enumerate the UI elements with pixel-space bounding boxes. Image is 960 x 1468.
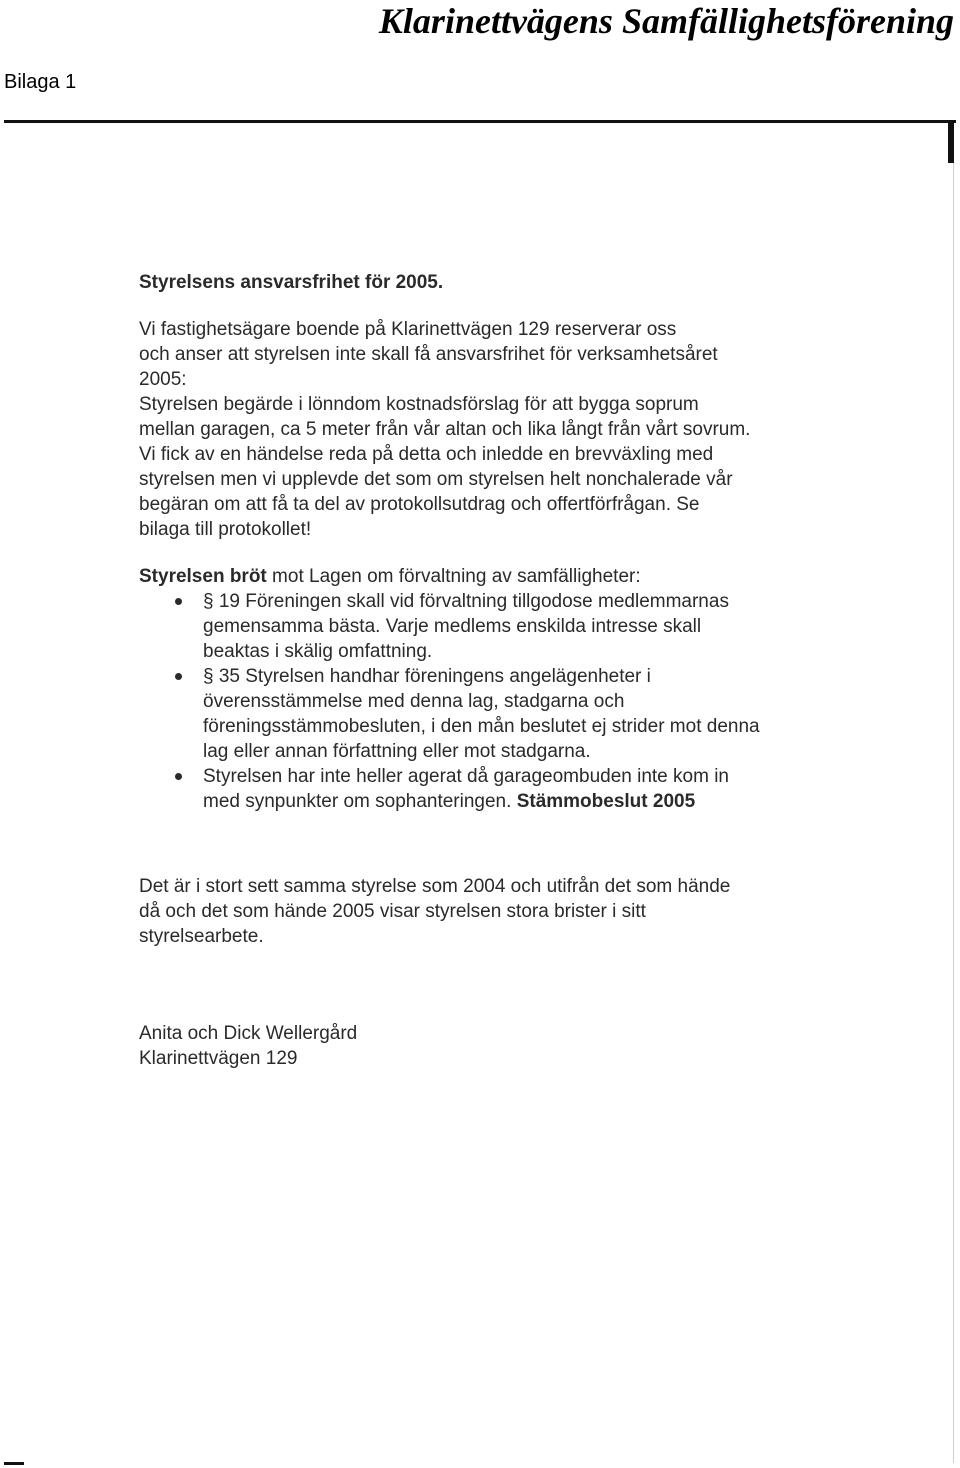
paragraph-line: Styrelsen begärde i lönndom kostnadsförslag för att bygga soprum (139, 394, 699, 415)
letter-heading: Styrelsens ansvarsfrihet för 2005. (139, 272, 444, 293)
list-item-line: lag eller annan författning eller mot stadgarna. (203, 741, 591, 762)
scan-edge-line (953, 163, 954, 1463)
paragraph-line: mellan garagen, ca 5 meter från vår altan och lika långt från vårt sovrum. (139, 419, 751, 440)
paragraph-line: styrelsearbete. (139, 926, 264, 947)
attachment-label: Bilaga 1 (4, 71, 77, 93)
bullet-icon (175, 673, 182, 680)
violations-list (139, 589, 859, 814)
paragraph-line: Det är i stort sett samma styrelse som 2004 och utifrån det som hände (139, 876, 731, 897)
paragraph-line: 2005: (139, 369, 187, 390)
bullet-icon (175, 598, 182, 605)
paragraph-line: och anser att styrelsen inte skall få ansvarsfrihet för verksamhetsåret (139, 344, 718, 365)
top-divider (4, 120, 956, 123)
scanned-letter (139, 270, 859, 1071)
bullet-icon (175, 773, 182, 780)
list-item-line: Styrelsen har inte heller agerat då garageombuden inte kom in (203, 766, 729, 787)
paragraph-line: då och det som hände 2005 visar styrelsen stora brister i sitt (139, 901, 646, 922)
decision-reference: Stämmobeslut 2005 (516, 791, 696, 812)
list-item-line (203, 789, 859, 814)
scan-bottom-mark (4, 1462, 24, 1465)
law-intro (139, 564, 859, 589)
list-item (139, 764, 859, 814)
list-item-text: med synpunkter om sophanteringen. (203, 791, 517, 812)
conclusion-paragraph (139, 874, 859, 949)
list-item (139, 664, 859, 764)
scan-edge-mark (948, 123, 954, 163)
list-item-line: överensstämmelse med denna lag, stadgarna och (203, 691, 625, 712)
law-intro-bold: Styrelsen bröt (139, 566, 267, 587)
law-intro-text: mot Lagen om förvaltning av samfälligheter: (266, 566, 641, 587)
paragraph-line: bilaga till protokollet! (139, 519, 312, 540)
paragraph-line: Vi fastighetsägare boende på Klarinettvägen 129 reserverar oss (139, 319, 677, 340)
reservation-paragraph (139, 317, 859, 542)
list-item-line: föreningsstämmobesluten, i den mån beslutet ej strider mot denna (203, 716, 760, 737)
signature-address: Klarinettvägen 129 (139, 1048, 298, 1069)
document-title: Klarinettvägens Samfällighetsförening (378, 1, 954, 41)
signature-names: Anita och Dick Wellergård (139, 1023, 358, 1044)
list-item-line: § 35 Styrelsen handhar föreningens angelägenheter i (203, 666, 651, 687)
list-item (139, 589, 859, 664)
list-item-line: § 19 Föreningen skall vid förvaltning tillgodose medlemmarnas (203, 591, 729, 612)
paragraph-line: styrelsen men vi upplevde det som om styrelsen helt nonchalerade vår (139, 469, 733, 490)
paragraph-line: begäran om att få ta del av protokollsutdrag och offertförfrågan. Se (139, 494, 700, 515)
list-item-line: beaktas i skälig omfattning. (203, 641, 433, 662)
list-item-line: gemensamma bästa. Varje medlems enskilda intresse skall (203, 616, 702, 637)
paragraph-line: Vi fick av en händelse reda på detta och inledde en brevväxling med (139, 444, 714, 465)
signature-block (139, 1021, 859, 1071)
